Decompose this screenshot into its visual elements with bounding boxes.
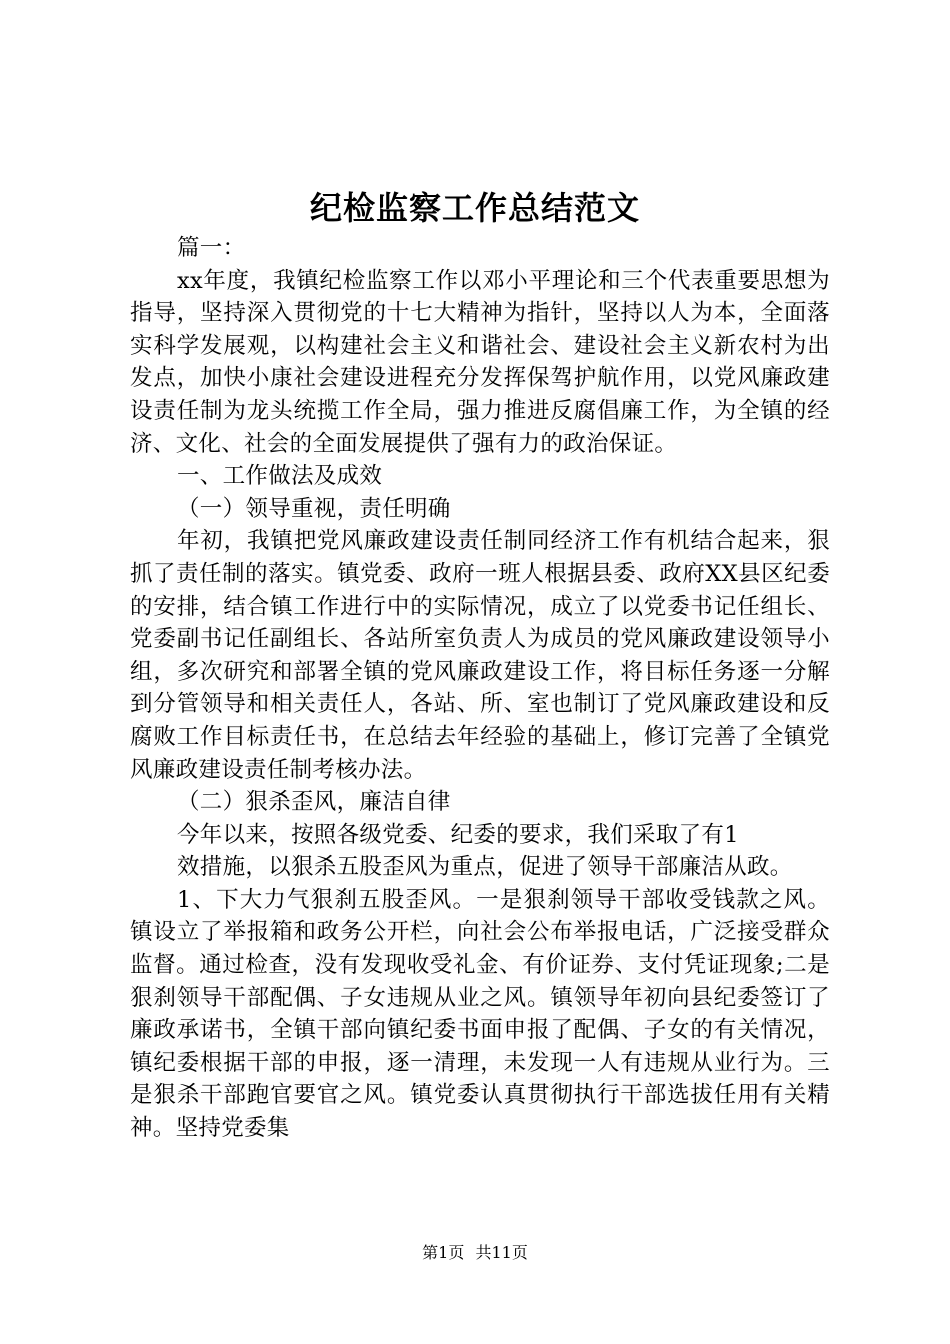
- paragraph: 年初，我镇把党风廉政建设责任制同经济工作有机结合起来，狠抓了责任制的落实。镇党委、政府一班人根据县委、政府XX县区纪委的安排，结合镇工作进行中的实际情况，成立了以党委书记任组长、党委副书记任副组长、各站所室负责人为成员的党风廉政建设领导小组，多次研究和部署全镇的党风廉政建设工作，将目标任务逐一分解到分管领导和相关责任人，各站、所、室也制订了党风廉政建设和反腐败工作目标责任书，在总结去年经验的基础上，修订完善了全镇党风廉政建设责任制考核办法。: [130, 528, 830, 783]
- paragraph: 效措施，以狠杀五股歪风为重点，促进了领导干部廉洁从政。: [177, 854, 793, 881]
- section-heading: 一、工作做法及成效: [177, 463, 383, 490]
- subsection-heading: （二）狠杀歪风，廉洁自律: [177, 789, 451, 816]
- document-body: [130, 232, 830, 1145]
- paragraph-label: 篇一：: [177, 235, 246, 261]
- page-footer: [0, 1242, 950, 1264]
- paragraph: 今年以来，按照各级党委、纪委的要求，我们采取了有1: [177, 821, 739, 848]
- document-title: 纪检监察工作总结范文: [309, 189, 640, 227]
- page-number: 第1页: [422, 1243, 465, 1262]
- paragraph: xx年度，我镇纪检监察工作以邓小平理论和三个代表重要思想为指导，坚持深入贯彻党的十七大精神为指针，坚持以人为本，全面落实科学发展观，以构建社会主义和谐社会、建设社会主义新农村为出发点，加快小康社会建设进程充分发挥保驾护航作用，以党风廉政建设责任制为龙头统揽工作全局，强力推进反腐倡廉工作，为全镇的经济、文化、社会的全面发展提供了强有力的政治保证。: [130, 267, 830, 457]
- page-total: 共11页: [475, 1243, 528, 1262]
- paragraph: 1、下大力气狠刹五股歪风。一是狠刹领导干部收受钱款之风。镇设立了举报箱和政务公开栏，向社会公布举报电话，广泛接受群众监督。通过检查，没有发现收受礼金、有价证券、支付凭证现象;二是狠刹领导干部配偶、子女违规从业之风。镇领导年初向县纪委签订了廉政承诺书，全镇干部向镇纪委书面申报了配偶、子女的有关情况，镇纪委根据干部的申报，逐一清理，未发现一人有违规从业行为。三是狠杀干部跑官要官之风。镇党委认真贯彻执行干部选拔任用有关精神。坚持党委集: [130, 886, 830, 1142]
- subsection-heading: （一）领导重视，责任明确: [177, 495, 451, 522]
